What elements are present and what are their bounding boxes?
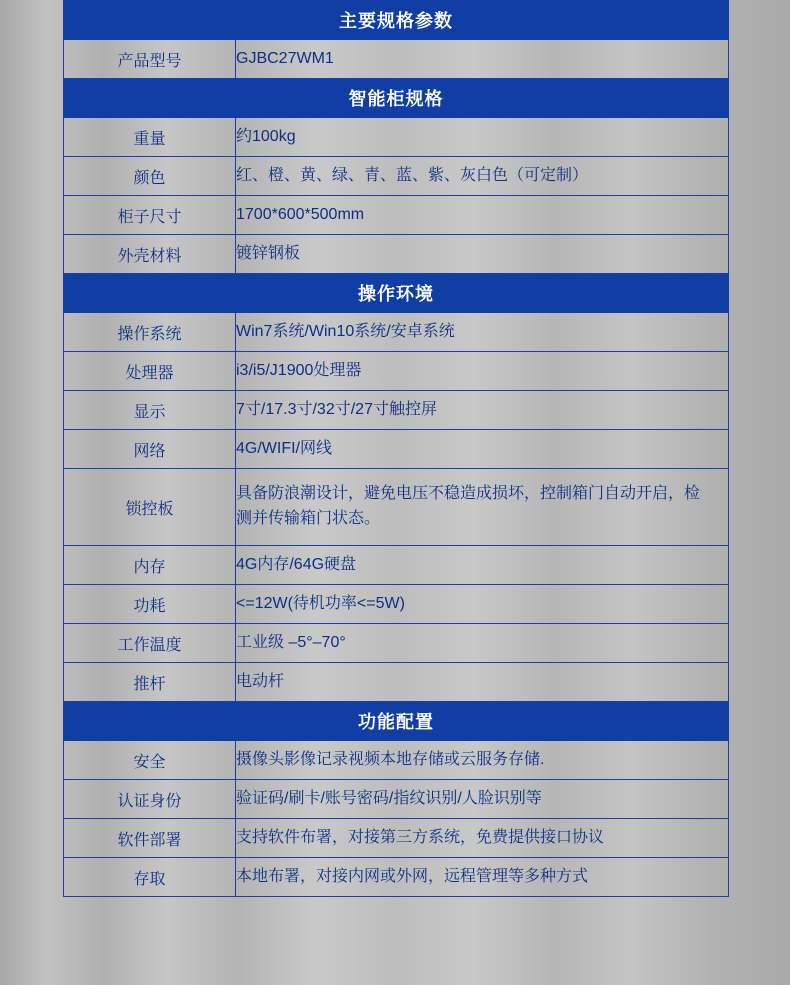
table-row [64,391,729,430]
row-label: 软件部署 [64,819,236,858]
table-row [64,235,729,274]
row-label: 外壳材料 [64,235,236,274]
row-value: 本地布署，对接内网或外网，远程管理等多种方式 [236,858,729,897]
row-value: 具备防浪潮设计，避免电压不稳造成损坏，控制箱门自动开启，检测并传输箱门状态。 [236,469,729,546]
table-row [64,741,729,780]
section-header-label: 操作环境 [64,274,729,313]
section-header-row [64,702,729,741]
row-value: GJBC27WM1 [236,40,729,79]
row-value: 约100kg [236,118,729,157]
section-header-row [64,79,729,118]
table-row [64,196,729,235]
row-value: 红、橙、黄、绿、青、蓝、紫、灰白色（可定制） [236,157,729,196]
table-row [64,40,729,79]
row-value: 1700*600*500mm [236,196,729,235]
row-label: 颜色 [64,157,236,196]
row-value: 7寸/17.3寸/32寸/27寸触控屏 [236,391,729,430]
row-label: 认证身份 [64,780,236,819]
section-header-row [64,274,729,313]
row-label: 柜子尺寸 [64,196,236,235]
row-value: 4G内存/64G硬盘 [236,546,729,585]
row-value: 电动杆 [236,663,729,702]
table-row [64,546,729,585]
row-label: 工作温度 [64,624,236,663]
table-row [64,430,729,469]
row-label: 存取 [64,858,236,897]
row-label: 推杆 [64,663,236,702]
table-row [64,313,729,352]
row-label: 重量 [64,118,236,157]
section-header-label: 功能配置 [64,702,729,741]
row-value: 验证码/刷卡/账号密码/指纹识别/人脸识别等 [236,780,729,819]
table-row [64,585,729,624]
row-label: 显示 [64,391,236,430]
table-row [64,469,729,546]
table-row [64,624,729,663]
row-value: 摄像头影像记录视频本地存储或云服务存储. [236,741,729,780]
row-value: 镀锌钢板 [236,235,729,274]
table-row [64,118,729,157]
row-label: 网络 [64,430,236,469]
table-row [64,780,729,819]
row-label: 安全 [64,741,236,780]
specification-table [63,0,729,897]
section-header-row [64,1,729,40]
row-label: 锁控板 [64,469,236,546]
row-value: 工业级 –5°–70° [236,624,729,663]
row-value: <=12W(待机功率<=5W) [236,585,729,624]
row-label: 产品型号 [64,40,236,79]
specification-table-body [64,1,729,897]
table-row [64,157,729,196]
row-label: 功耗 [64,585,236,624]
table-row [64,858,729,897]
section-header-label: 智能柜规格 [64,79,729,118]
section-header-label: 主要规格参数 [64,1,729,40]
row-value: 4G/WIFI/网线 [236,430,729,469]
row-value: Win7系统/Win10系统/安卓系统 [236,313,729,352]
row-label: 内存 [64,546,236,585]
table-row [64,352,729,391]
table-row [64,663,729,702]
row-value: 支持软件布署，对接第三方系统，免费提供接口协议 [236,819,729,858]
table-row [64,819,729,858]
row-label: 处理器 [64,352,236,391]
row-value: i3/i5/J1900处理器 [236,352,729,391]
row-label: 操作系统 [64,313,236,352]
